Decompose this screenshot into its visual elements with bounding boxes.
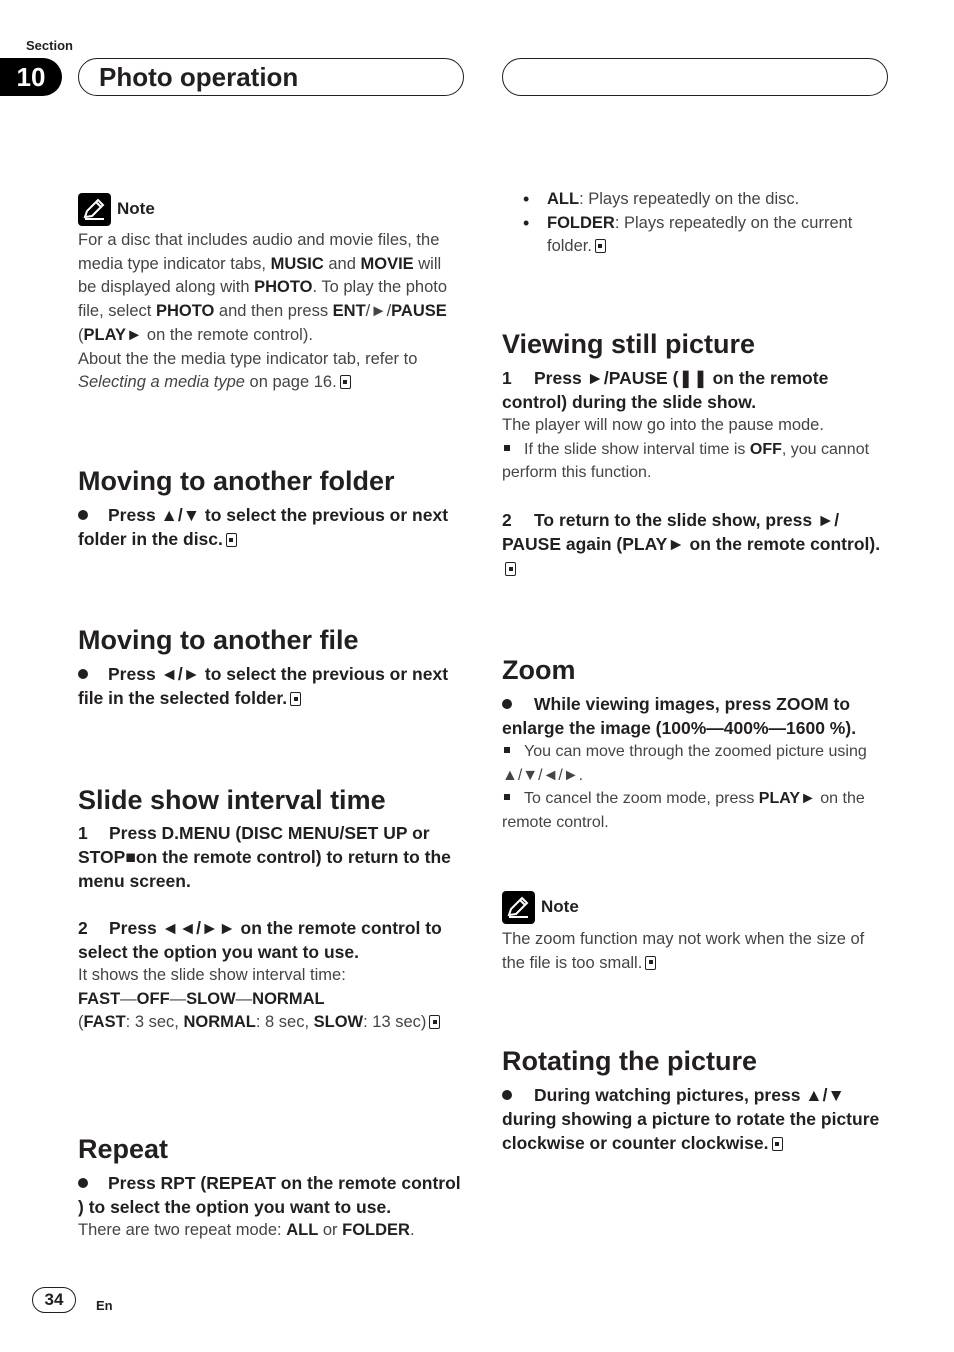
instruction: Press ▲/▼ to select the previous or next folder in the disc. bbox=[78, 505, 449, 549]
file-section bbox=[78, 624, 464, 710]
section-heading: Moving to another file bbox=[78, 625, 359, 655]
note-reference: About the the media type indicator tab, refer to Selecting a media type on page 16. bbox=[78, 349, 418, 392]
note-block-1 bbox=[78, 192, 464, 395]
note-header bbox=[78, 192, 464, 226]
instruction: Press ◄/► to select the previous or next file in the selected folder. bbox=[78, 664, 449, 708]
chapter-title-box bbox=[78, 58, 464, 96]
note-pencil-icon bbox=[78, 193, 111, 226]
section-number: 10 bbox=[0, 58, 62, 96]
folder-section bbox=[78, 465, 464, 551]
page-number: 34 bbox=[32, 1287, 76, 1313]
still-sub-note: If the slide show interval time is OFF, you cannot perform this function. bbox=[502, 440, 870, 482]
note-pencil-icon bbox=[502, 891, 535, 924]
section-heading: Rotating the picture bbox=[502, 1046, 757, 1076]
section-heading: Slide show interval time bbox=[78, 785, 386, 815]
section-heading: Repeat bbox=[78, 1134, 169, 1164]
section-heading: Moving to another folder bbox=[78, 466, 395, 496]
repeat-modes-list bbox=[502, 188, 888, 259]
chapter-title: Photo operation bbox=[99, 62, 299, 92]
instruction: While viewing images, press ZOOM to enlarge the image (100%—400%—1600 %). bbox=[502, 694, 857, 738]
empty-header-box bbox=[502, 58, 888, 96]
list-item: • FOLDER: Plays repeatedly on the current folder. bbox=[502, 212, 888, 259]
end-mark-icon bbox=[772, 1137, 783, 1151]
bullet-icon bbox=[78, 510, 88, 520]
bullet-icon bbox=[78, 1178, 88, 1188]
instruction: During watching pictures, press ▲/▼ during showing a picture to rotate the picture clockwise or counter clockwise. bbox=[502, 1085, 880, 1153]
end-mark-icon bbox=[595, 239, 606, 253]
square-bullet-icon bbox=[504, 747, 510, 753]
step-1: 1 Press ►/PAUSE (❚❚ on the remote control) during the slide show. bbox=[502, 368, 829, 412]
still-description: The player will now go into the pause mode. bbox=[502, 416, 824, 434]
end-mark-icon bbox=[290, 692, 301, 706]
interval-values: (FAST: 3 sec, NORMAL: 8 sec, SLOW: 13 sec) bbox=[78, 1011, 464, 1035]
list-item: • ALL: Plays repeatedly on the disc. bbox=[502, 188, 888, 212]
interval-options: FAST—OFF—SLOW—NORMAL bbox=[78, 989, 325, 1008]
square-bullet-icon bbox=[504, 445, 510, 451]
interval-description: It shows the slide show interval time: bbox=[78, 966, 346, 984]
zoom-section bbox=[502, 654, 888, 835]
end-mark-icon bbox=[645, 956, 656, 970]
language-label: En bbox=[96, 1298, 113, 1313]
end-mark-icon bbox=[505, 562, 516, 576]
section-heading: Zoom bbox=[502, 655, 576, 685]
bullet-icon bbox=[502, 1090, 512, 1100]
note-block-2 bbox=[502, 890, 888, 975]
instruction: Press RPT (REPEAT on the remote control ) to select the option you want to use. bbox=[78, 1173, 461, 1217]
bullet-icon bbox=[78, 669, 88, 679]
square-bullet-icon bbox=[504, 794, 510, 800]
note-label: Note bbox=[541, 897, 579, 916]
end-mark-icon bbox=[226, 533, 237, 547]
note-header bbox=[502, 890, 888, 924]
end-mark-icon bbox=[429, 1015, 440, 1029]
section-label: Section bbox=[26, 38, 73, 53]
note-text: The zoom function may not work when the size of the file is too small. bbox=[502, 930, 865, 972]
repeat-section bbox=[78, 1133, 464, 1243]
rotate-section bbox=[502, 1045, 888, 1155]
zoom-sub-note-1: You can move through the zoomed picture using ▲/▼/◄/►. bbox=[502, 743, 867, 784]
repeat-description: There are two repeat mode: ALL or FOLDER. bbox=[78, 1221, 415, 1239]
note-text: For a disc that includes audio and movie files, the media type indicator tabs, MUSIC and MOVIE will be displayed along with PHOTO. To play the photo file, select PHOTO and then press ENT/►/PAUSE (PLAY► on the remote control). bbox=[78, 231, 448, 344]
interval-section bbox=[78, 784, 464, 1035]
step-2: 2 Press ◄◄/►► on the remote control to select the option you want to use. bbox=[78, 918, 442, 962]
still-section bbox=[502, 328, 888, 580]
end-mark-icon bbox=[340, 375, 351, 389]
section-heading: Viewing still picture bbox=[502, 329, 756, 359]
step-2: 2 To return to the slide show, press ►/ PAUSE again (PLAY► on the remote control). bbox=[502, 508, 888, 580]
bullet-icon bbox=[502, 699, 512, 709]
zoom-sub-note-2: To cancel the zoom mode, press PLAY► on the remote control. bbox=[502, 790, 865, 832]
note-label: Note bbox=[117, 199, 155, 218]
step-1: 1 Press D.MENU (DISC MENU/SET UP or STOP■on the remote control) to return to the menu screen. bbox=[78, 823, 451, 891]
